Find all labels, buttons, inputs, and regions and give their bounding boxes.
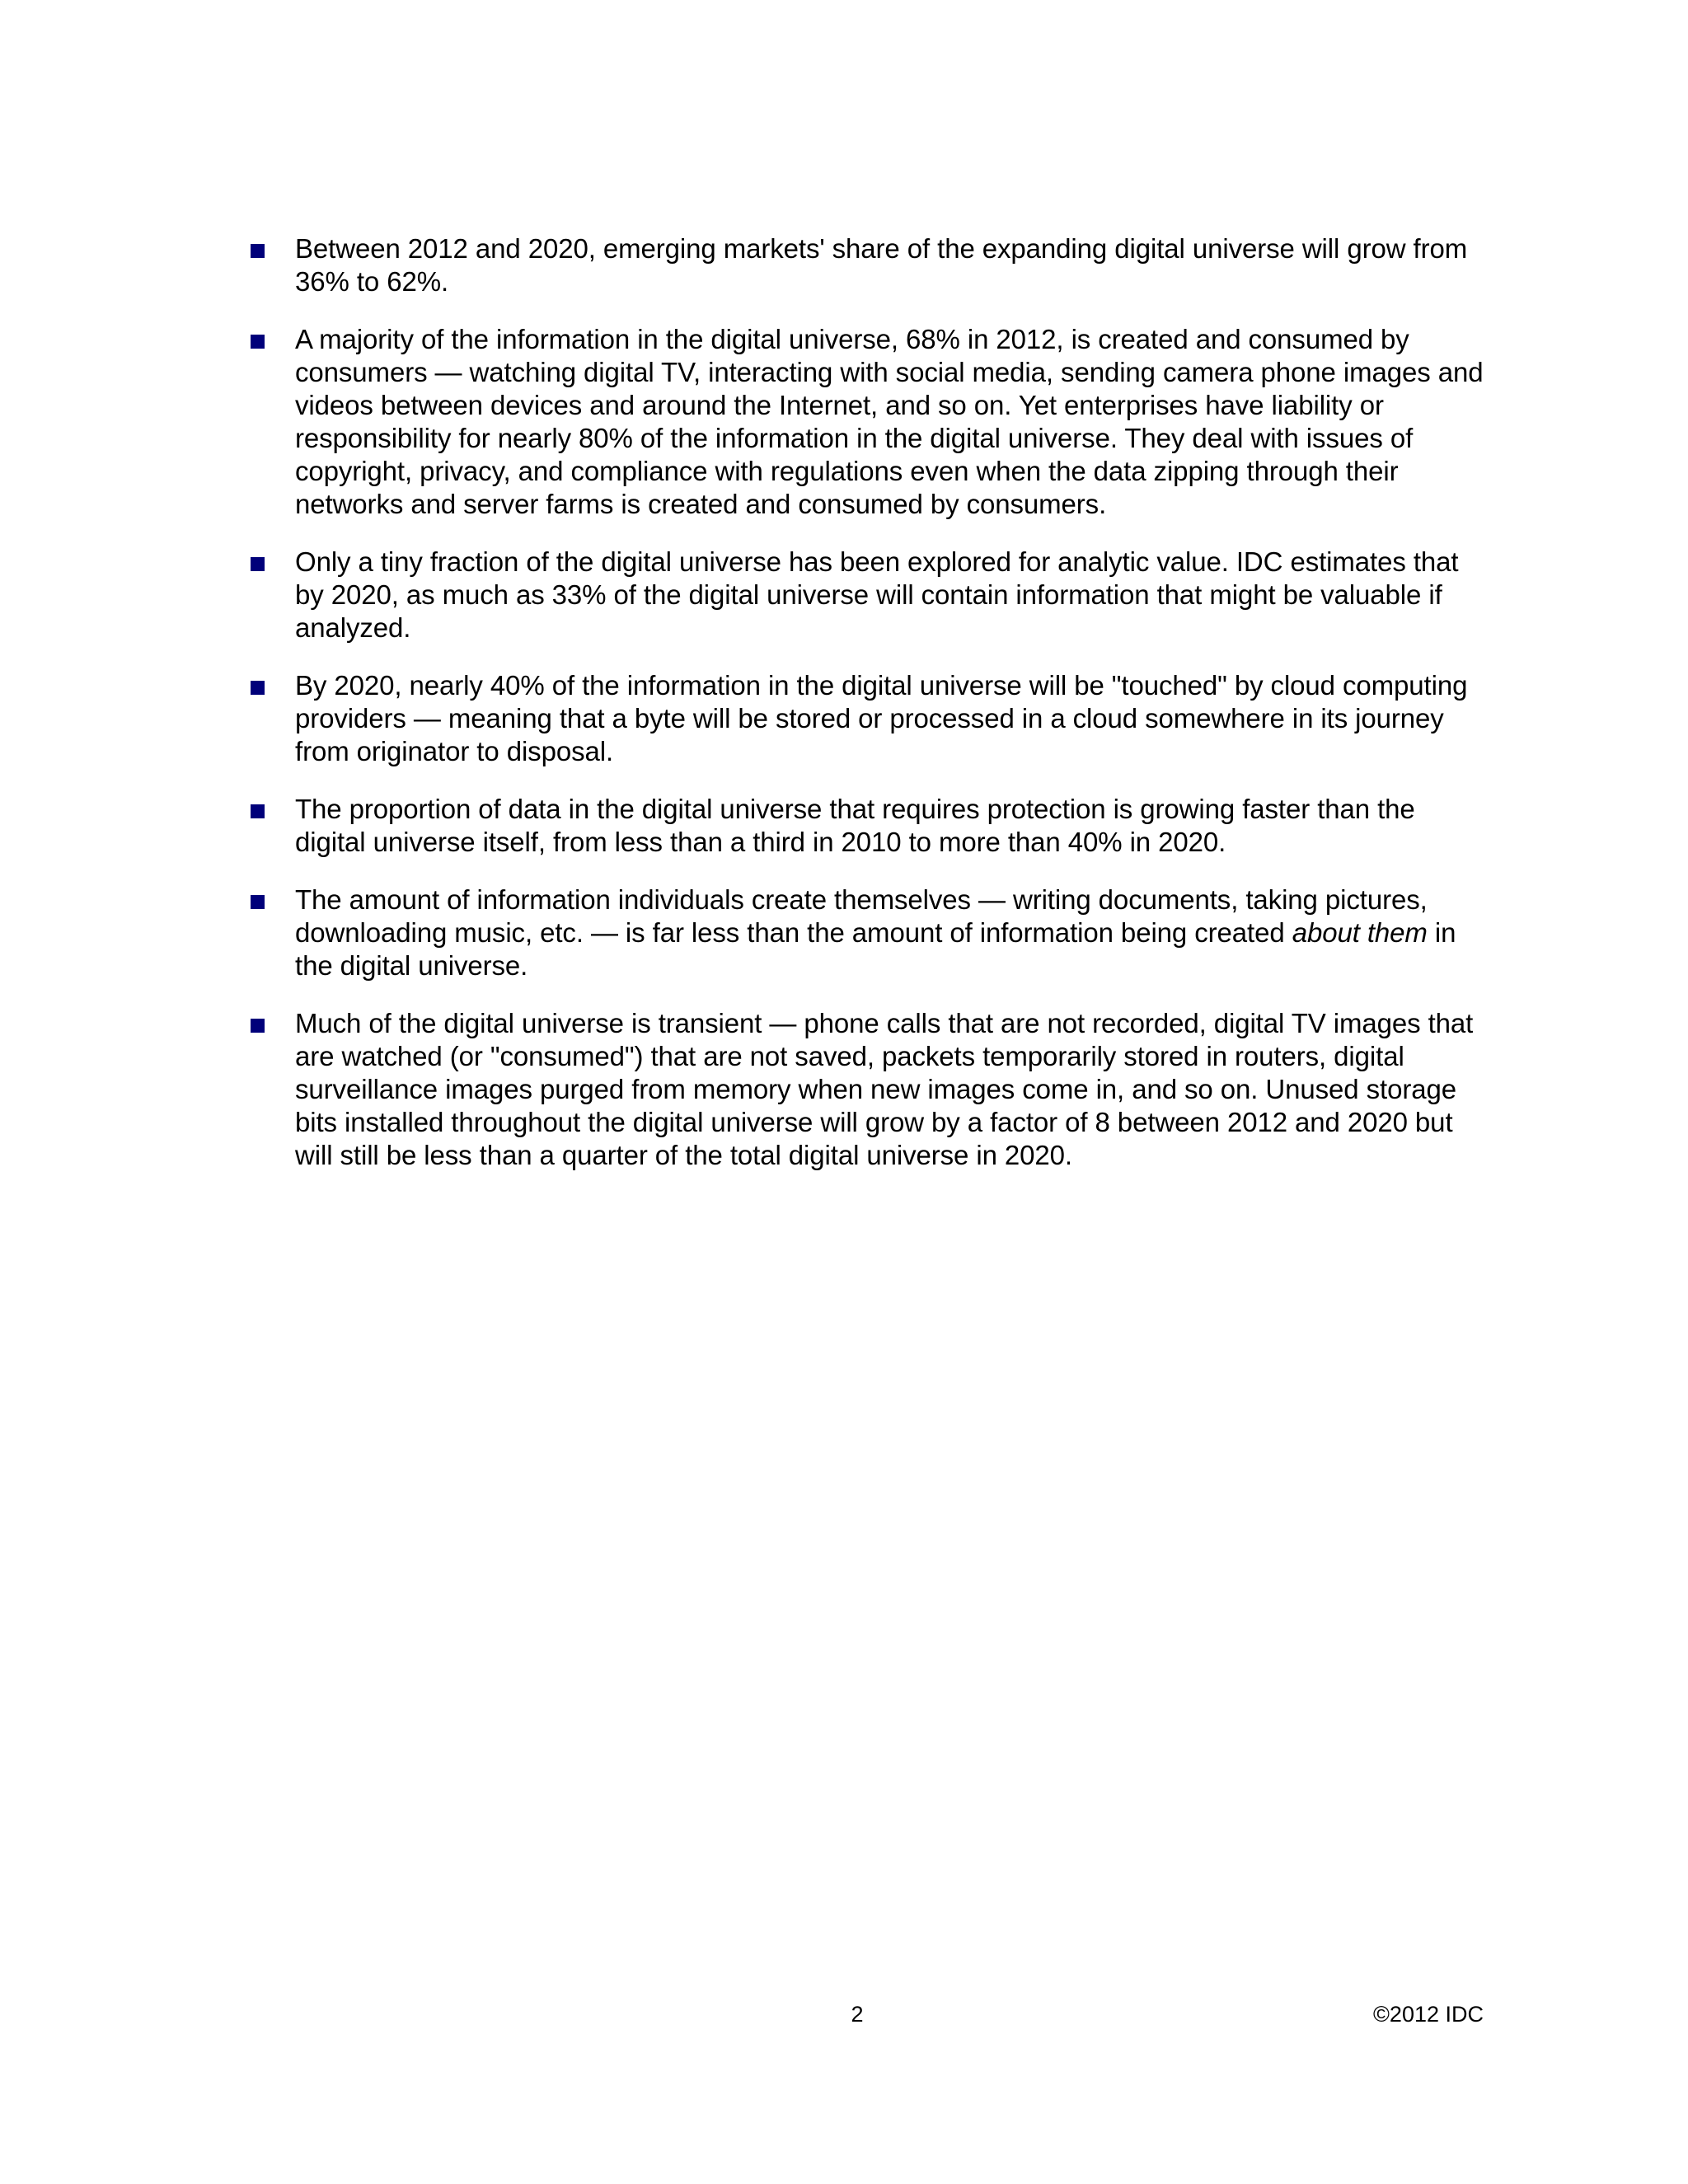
bullet-text: Only a tiny fraction of the digital universe has been explored for analytic value. IDC estimates that by 2020, as much as 33% of the digital universe will contain information that might be valuable if analyzed. (295, 546, 1459, 643)
square-bullet-icon (251, 557, 265, 571)
bullet-text: By 2020, nearly 40% of the information in the digital universe will be "touched" by cloud computing providers — meaning that a byte will be stored or processed in a cloud somewhere in its journey from originator to disposal. (295, 670, 1468, 766)
square-bullet-icon (251, 895, 265, 909)
list-item (247, 546, 1484, 644)
bullet-list (247, 232, 1484, 1197)
list-item (247, 323, 1484, 521)
list-item (247, 1007, 1484, 1172)
square-bullet-icon (251, 244, 265, 258)
square-bullet-icon (251, 681, 265, 695)
bullet-text: Between 2012 and 2020, emerging markets' share of the expanding digital universe will grow from 36% to 62%. (295, 233, 1468, 297)
bullet-text: A majority of the information in the digital universe, 68% in 2012, is created and consumed by consumers — watching digital TV, interacting with social media, sending camera phone images and videos between devices and around the Internet, and so on. Yet enterprises have liability or responsibility for nearly 80% of the information in the digital universe. They deal with issues of copyright, privacy, and compliance with regulations even when the data zipping through their networks and server farms is created and consumed by consumers. (295, 324, 1484, 519)
square-bullet-icon (251, 335, 265, 349)
bullet-text-after: in the digital universe. (295, 917, 1456, 981)
square-bullet-icon (251, 804, 265, 818)
bullet-text: Much of the digital universe is transient — phone calls that are not recorded, digital TV images that are watched (or "consumed") that are not saved, packets temporarily stored in routers, digital surveillance images purged from memory when new images come in, and so on. Unused storage bits installed throughout the digital universe will grow by a factor of 8 between 2012 and 2020 but will still be less than a quarter of the total digital universe in 2020. (295, 1008, 1474, 1170)
list-item (247, 669, 1484, 768)
list-item (247, 232, 1484, 298)
bullet-text-before: The amount of information individuals create themselves — writing documents, taking pictures, downloading music, etc. — is far less than the amount of information being created (295, 884, 1428, 948)
list-item (247, 883, 1484, 982)
bullet-text-emphasis: about them (1292, 917, 1428, 948)
page-number: 2 (851, 2002, 864, 2027)
copyright-notice: ©2012 IDC (1373, 2002, 1484, 2027)
bullet-text (295, 884, 1456, 981)
square-bullet-icon (251, 1019, 265, 1033)
bullet-text: The proportion of data in the digital universe that requires protection is growing faster than the digital universe itself, from less than a third in 2010 to more than 40% in 2020. (295, 794, 1415, 857)
list-item (247, 793, 1484, 859)
